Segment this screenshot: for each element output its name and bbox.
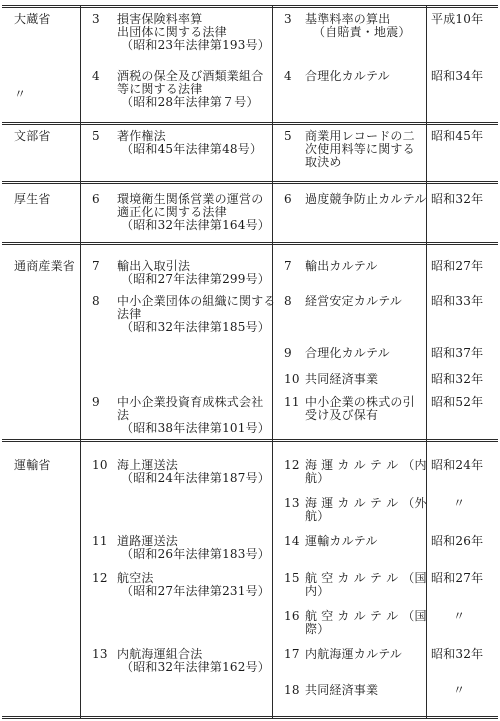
law-name-line: （昭和28年法律第７号） [121,95,259,109]
cartel-number: 12 [284,458,300,472]
cartel-number: 9 [284,346,292,360]
law-name-line: 海上運送法 [117,458,179,472]
year-established: 昭和33年 [431,294,484,308]
ministry-name: 文部省 [14,129,51,143]
cartel-type-line: 受け及び保有 [305,408,379,422]
cartel-number: 8 [284,294,292,308]
cartel-type-line: 航 空 カ ル テ ル （国 [305,609,427,623]
cartel-type-line: （自賠責・地震） [313,25,411,39]
law-name-line: （昭和45年法律第48号） [121,142,263,156]
year-established: 〃 [453,683,466,697]
year-established: 昭和26年 [431,534,484,548]
law-number: 4 [92,69,100,83]
law-number: 5 [92,129,100,143]
law-name-line: （昭和23年法律第193号） [121,38,270,52]
group-separator-shadow [2,183,498,184]
year-established: 〃 [453,496,466,510]
law-number: 10 [92,458,108,472]
law-name-line: （昭和32年法律第164号） [121,218,270,232]
law-name-line: 等に関する法律 [117,82,203,96]
year-established: 昭和32年 [431,192,484,206]
cartel-type-line: 航） [305,471,330,485]
cartel-type-line: 商業用レコードの二 [305,129,415,143]
cartel-number: 6 [284,192,292,206]
cartel-number: 14 [284,534,300,548]
law-number: 9 [92,395,100,409]
law-name-line: 酒税の保全及び酒類業組合 [117,69,264,83]
group-separator [2,242,498,243]
law-name-line: 損害保険料率算 [117,12,203,26]
year-established: 平成10年 [431,12,484,26]
ministry-name: 大蔵省 [14,12,51,26]
ditto-mark: 〃 [14,87,27,101]
year-established: 昭和34年 [431,69,484,83]
cartel-type-line: 運輸カルテル [305,534,378,548]
cartel-type-line: 取決め [305,155,342,169]
law-name-line: 法律 [117,307,142,321]
cartel-type-line: 共同経済事業 [305,683,379,697]
law-name-line: （昭和38年法律第101号） [121,421,270,435]
law-name-line: （昭和27年法律第299号） [121,272,270,286]
cartel-type-line: 内航海運カルテル [305,647,403,661]
group-separator-shadow [2,244,498,245]
year-established: 昭和37年 [431,346,484,360]
cartel-type-line: 海 運 カ ル テ ル （内 [305,458,427,472]
group-separator [2,181,498,182]
group-separator-shadow [2,124,498,125]
group-separator-shadow [2,718,498,719]
law-number: 3 [92,12,100,26]
column-divider [272,5,273,719]
law-name-line: 中小企業投資育成株式会社 [117,395,264,409]
law-name-line: 中小企業団体の組織に関する [117,294,276,308]
law-name-line: （昭和32年法律第185号） [121,320,270,334]
law-name-line: 内航海運組合法 [117,647,203,661]
law-number: 12 [92,571,108,585]
cartel-number: 13 [284,496,300,510]
cartel-number: 15 [284,571,300,585]
year-established: 昭和27年 [431,259,484,273]
law-name-line: 航空法 [117,571,154,585]
cartel-type-line: 海 運 カ ル テ ル （外 [305,496,427,510]
law-name-line: （昭和26年法律第183号） [121,547,270,561]
cartel-type-line: 経営安定カルテル [305,294,403,308]
cartel-number: 3 [284,12,292,26]
cartel-type-line: 航 空 カ ル テ ル （国 [305,571,427,585]
year-established: 昭和32年 [431,372,484,386]
cartel-number: 16 [284,609,300,623]
law-name-line: 輸出入取引法 [117,259,191,273]
cartel-number: 4 [284,69,292,83]
cartel-type-line: 合理化カルテル [305,69,390,83]
law-name-line: （昭和27年法律第231号） [121,584,270,598]
law-name-line: 環境衛生関係営業の運営の [117,192,264,206]
cartel-number: 17 [284,647,300,661]
cartel-number: 10 [284,372,300,386]
cartel-type-line: 合理化カルテル [305,346,390,360]
law-number: 8 [92,294,100,308]
year-established: 昭和45年 [431,129,484,143]
cartel-number: 11 [284,395,300,409]
cartel-number: 7 [284,259,292,273]
cartel-type-line: 共同経済事業 [305,372,379,386]
group-separator [2,716,498,717]
cartel-type-line: 際） [305,622,330,636]
law-name-line: 道路運送法 [117,534,179,548]
ministry-name: 厚生省 [14,192,51,206]
cartel-type-line: 過度競争防止カルテル [305,192,427,206]
ministry-name: 運輸省 [14,458,51,472]
law-name-line: 著作権法 [117,129,166,143]
year-established: 昭和52年 [431,395,484,409]
law-number: 13 [92,647,108,661]
year-established: 〃 [453,609,466,623]
law-name-line: 適正化に関する法律 [117,205,227,219]
cartel-number: 18 [284,683,300,697]
cartel-type-line: 中小企業の株式の引 [305,395,415,409]
ministry-name: 通商産業省 [14,259,76,273]
cartel-type-line: 航） [305,509,330,523]
cartel-type-line: 基準料率の算出 [305,12,391,26]
group-separator [2,439,498,440]
column-divider [80,5,81,719]
law-name-line: 法 [117,408,130,422]
cartel-type-line: 次使用料等に関する [305,142,415,156]
cartel-type-line: 輸出カルテル [305,259,378,273]
law-number: 6 [92,192,100,206]
year-established: 昭和24年 [431,458,484,472]
cartel-type-line: 内） [305,584,330,598]
law-name-line: （昭和24年法律第187号） [121,471,270,485]
group-separator-shadow [2,7,498,8]
year-established: 昭和27年 [431,571,484,585]
law-number: 11 [92,534,108,548]
cartel-number: 5 [284,129,292,143]
law-name-line: 出団体に関する法律 [117,25,227,39]
group-separator-shadow [2,441,498,442]
group-separator [2,122,498,123]
year-established: 昭和32年 [431,647,484,661]
law-number: 7 [92,259,100,273]
group-separator [2,5,498,6]
law-name-line: （昭和32年法律第162号） [121,660,270,674]
